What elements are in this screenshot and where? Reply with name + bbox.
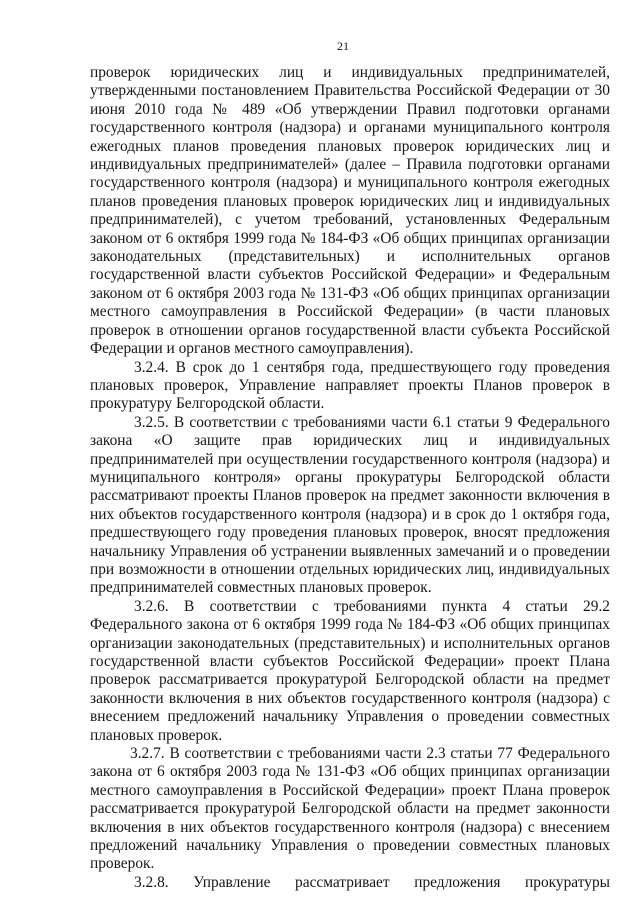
- document-body: [90, 64, 610, 892]
- paragraph-3-2-6: 3.2.6. В соответствии с требованиями пункта 4 статьи 29.2 Федерального закона от 6 октября 1999 года № 184-ФЗ «Об общих принципах организации законодательных (представительных) и исполнительных органов государственной власти субъектов Российской Федерации» проект Плана проверок рассматривается прокуратурой Белгородской области на предмет законности включения в них объектов государственного контроля (надзора) с внесением предложений начальнику Управления о проведении совместных плановых проверок.: [90, 597, 610, 744]
- page-number: 21: [337, 39, 349, 53]
- paragraph-3-2-5: 3.2.5. В соответствии с требованиями части 6.1 статьи 9 Федерального закона «О защите прав юридических лиц и индивидуальных предпринимателей при осуществлении государственного контроля (надзора) и муниципального контроля» органы прокуратуры Белгородской области рассматривают проекты Планов проверок на предмет законности включения в них объектов государственного контроля (надзора) и в срок до 1 октября года, предшествующего году проведения плановых проверок, вносят предложения начальнику Управления об устранении выявленных замечаний и о проведении при возможности в отношении отдельных юридических лиц, индивидуальных предпринимателей совместных плановых проверок.: [90, 413, 610, 597]
- paragraph-3-2-8: 3.2.8. Управление рассматривает предложения прокуратуры: [134, 873, 610, 891]
- paragraph-continuation: проверок юридических лиц и индивидуальных предпринимателей, утвержденными постановлением Правительства Российской Федерации от 30 июня 2010 года № 489 «Об утверждении Правил подготовки органами государственного контроля (надзора) и органами муниципального контроля ежегодных планов проведения плановых проверок юридических лиц и индивидуальных предпринимателей» (далее – Правила подготовки органами государственного контроля (надзора) и муниципального контроля ежегодных планов проведения плановых проверок юридических лиц и индивидуальных предпринимателей), с учетом требований, установленных Федеральным законом от 6 октября 1999 года № 184-ФЗ «Об общих принципах организации законодательных (представительных) и исполнительных органов государственной власти субъектов Российской Федерации» и Федеральным законом от 6 октября 2003 года № 131-ФЗ «Об общих принципах организации местного самоуправления в Российской Федерации» (в части плановых проверок в отношении органов государственной власти субъекта Российской Федерации и органов местного самоуправления).: [90, 64, 610, 358]
- paragraph-3-2-4: 3.2.4. В срок до 1 сентября года, предшествующего году проведения плановых проверок, Управление направляет проекты Планов проверок в прокуратуру Белгородской области.: [90, 358, 610, 413]
- paragraph-3-2-7: 3.2.7. В соответствии с требованиями части 2.3 статьи 77 Федерального закона от 6 октября 2003 года № 131-ФЗ «Об общих принципах организации местного самоуправления в Российской Федерации» проект Плана проверок рассматривается прокуратурой Белгородской области на предмет законности включения в них объектов государственного контроля (надзора) с внесением предложений начальнику Управления о проведении совместных плановых проверок.: [90, 745, 610, 873]
